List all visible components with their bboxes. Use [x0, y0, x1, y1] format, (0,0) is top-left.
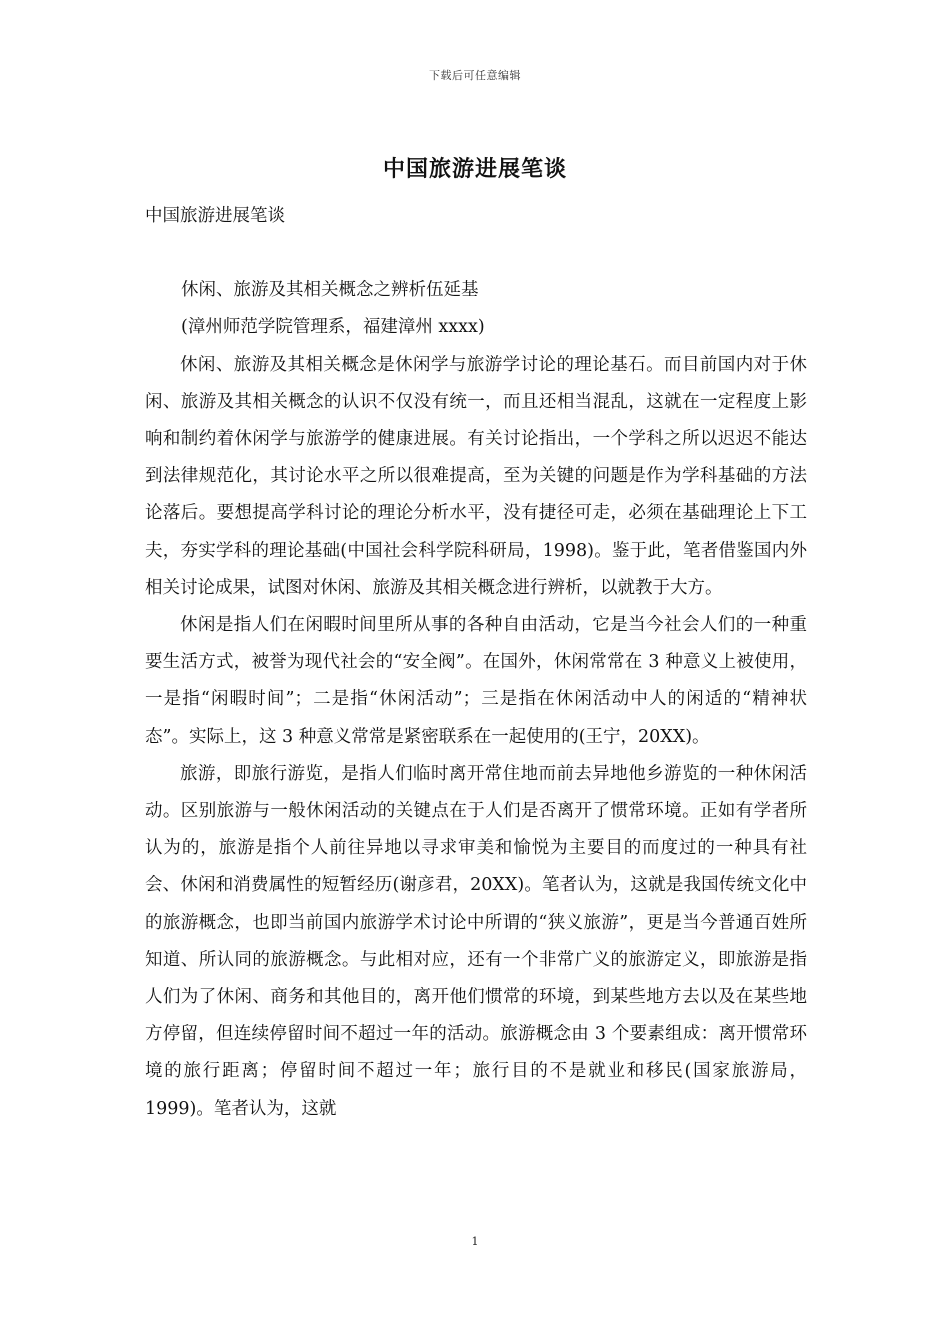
header-note: 下载后可任意编辑: [429, 69, 521, 82]
paragraph: 休闲、旅游及其相关概念是休闲学与旅游学讨论的理论基石。而目前国内对于休闲、旅游及其相关概念的认识不仅没有统一，而且还相当混乱，这就在一定程度上影响和制约着休闲学与旅游学的健康进展。有关讨论指出，一个学科之所以迟迟不能达到法律规范化，其讨论水平之所以很难提高，至为关键的问题是作为学科基础的方法论落后。要想提高学科讨论的理论分析水平，没有捷径可走，必须在基础理论上下工夫，夯实学科的理论基础(中国社会科学院科研局，1998)。鉴于此，笔者借鉴国内外相关讨论成果，试图对休闲、旅游及其相关概念进行辨析，以就教于大方。: [145, 354, 807, 598]
document-body: [145, 198, 807, 1128]
document-subtitle: 中国旅游进展笔谈: [145, 206, 285, 226]
author-affiliation: (漳州师范学院管理系，福建漳州 xxxx): [181, 317, 485, 338]
article-heading: 休闲、旅游及其相关概念之辨析伍延基: [181, 280, 479, 301]
paragraph: 旅游，即旅行游览，是指人们临时离开常住地而前去异地他乡游览的一种休闲活动。区别旅游与一般休闲活动的关键点在于人们是否离开了惯常环境。正如有学者所认为的，旅游是指个人前往异地以寻求审美和愉悦为主要目的而度过的一种具有社会、休闲和消费属性的短暂经历(谢彦君，20XX)。笔者认为，这就是我国传统文化中的旅游概念，也即当前国内旅游学术讨论中所谓的“狭义旅游”，更是当今普通百姓所知道、所认同的旅游概念。与此相对应，还有一个非常广义的旅游定义，即旅游是指人们为了休闲、商务和其他目的，离开他们惯常的环境，到某些地方去以及在某些地方停留，但连续停留时间不超过一年的活动。旅游概念由 3 个要素组成：离开惯常环境的旅行距离；停留时间不超过一年；旅行目的不是就业和移民(国家旅游局，1999)。笔者认为，这就: [145, 763, 807, 1119]
document-title: 中国旅游进展笔谈: [382, 156, 567, 182]
page-number: 1: [471, 1235, 479, 1248]
paragraph: 休闲是指人们在闲暇时间里所从事的各种自由活动，它是当今社会人们的一种重要生活方式，被誉为现代社会的“安全阀”。在国外，休闲常常在 3 种意义上被使用，一是指“闲暇时间”；二是指“休闲活动”；三是指在休闲活动中人的闲适的“精神状态”。实际上，这 3 种意义常常是紧密联系在一起使用的(王宁，20XX)。: [145, 615, 807, 747]
